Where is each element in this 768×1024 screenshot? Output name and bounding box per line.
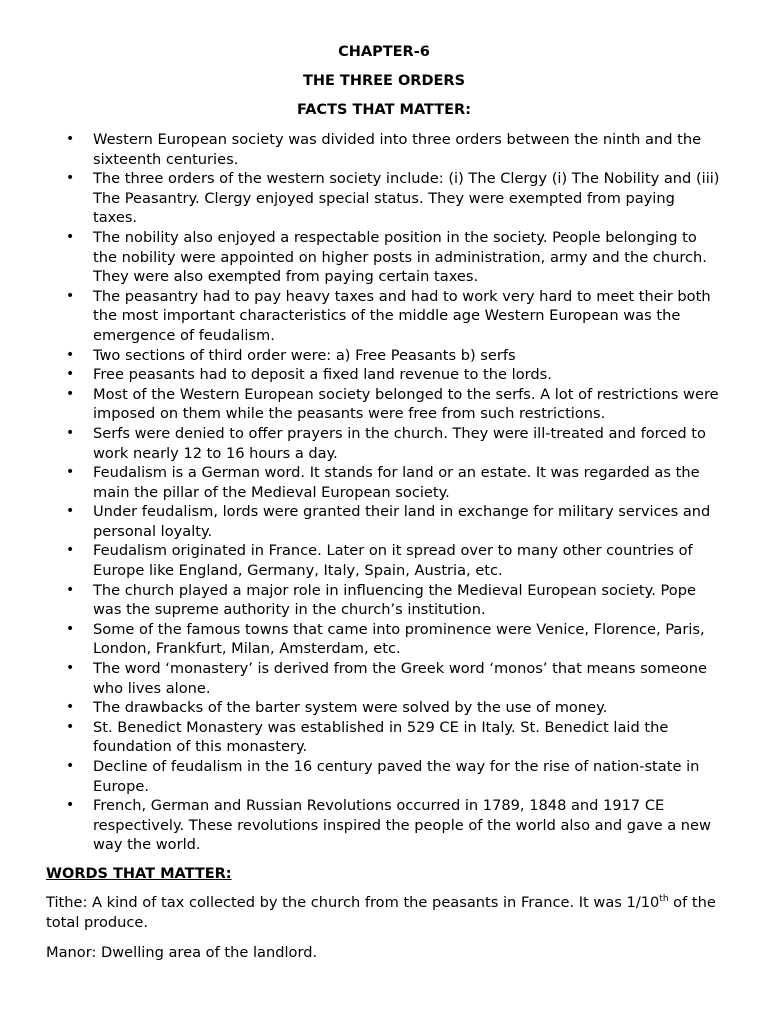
fact-text: The church played a major role in influencing the Medieval European society. Pope was the supreme authority in the church’s institution. (93, 581, 696, 619)
bullet-icon: • (66, 424, 75, 441)
bullet-icon: • (66, 346, 75, 363)
fact-item (0, 659, 768, 698)
bullet-icon: • (66, 287, 75, 304)
fact-text: Western European society was divided into three orders between the ninth and the sixteenth centuries. (93, 131, 702, 168)
fact-item (0, 228, 768, 287)
fact-item (0, 757, 768, 796)
fact-text: Two sections of third order were: a) Free Peasants b) serfs (93, 346, 516, 364)
fact-item (0, 287, 768, 346)
fact-text: French, German and Russian Revolutions occurred in 1789, 1848 and 1917 CE respectively. These revolutions inspired the people of the world also and gave a new way the world. (93, 797, 711, 854)
fact-item (0, 698, 768, 718)
chapter-number: CHAPTER-6 (338, 44, 430, 60)
bullet-icon: • (66, 385, 75, 402)
bullet-icon: • (66, 131, 75, 147)
fact-text: Free peasants had to deposit a fixed land revenue to the lords. (93, 366, 552, 384)
superscript-th: th (659, 894, 669, 904)
fact-text: Most of the Western European society belonged to the serfs. A lot of restrictions were imposed on them while the peasants were free from such restrictions. (93, 385, 719, 423)
fact-text: Under feudalism, lords were granted their land in exchange for military services and personal loyalty. (93, 503, 711, 540)
bullet-icon: • (66, 581, 75, 598)
fact-text: St. Benedict Monastery was established in 529 CE in Italy. St. Benedict laid the foundation of this monastery. (93, 718, 669, 756)
fact-text: Decline of feudalism in the 16 century paved the way for the rise of nation-state in Europe. (93, 758, 700, 795)
fact-item (0, 541, 768, 580)
fact-item (0, 620, 768, 659)
bullet-icon: • (66, 542, 75, 559)
fact-text: Some of the famous towns that came into prominence were Venice, Florence, Paris, London, Frankfurt, Milan, Amsterdam, etc. (93, 620, 705, 658)
fact-item (0, 796, 768, 855)
section-heading-words: WORDS THAT MATTER: (46, 866, 232, 882)
chapter-title: THE THREE ORDERS (302, 73, 466, 89)
definition-tithe (46, 893, 722, 932)
fact-item (0, 718, 768, 757)
bullet-icon: • (66, 464, 75, 481)
section-heading-facts: FACTS THAT MATTER: (296, 102, 472, 118)
fact-text: The peasantry had to pay heavy taxes and had to work very hard to meet their both the most important characteristics of the middle age Western European was the emergence of feudalism. (93, 287, 711, 344)
fact-text: The nobility also enjoyed a respectable position in the society. People belonging to the nobility were appointed on higher posts in administration, army and the church. They were also exempted from paying certain taxes. (93, 228, 707, 286)
fact-text: Serfs were denied to offer prayers in the church. They were ill-treated and forced to work nearly 12 to 16 hours a day. (93, 424, 706, 462)
bullet-icon: • (66, 758, 75, 774)
fact-text: The drawbacks of the barter system were solved by the use of money. (93, 699, 608, 717)
bullet-icon: • (66, 718, 75, 735)
facts-list (0, 130, 768, 855)
fact-item (0, 463, 768, 502)
fact-item (0, 502, 768, 541)
fact-text: The three orders of the western society include: (i) The Clergy (i) The Nobility and (iii) The Peasantry. Clergy enjoyed special status. They were exempted from paying taxes. (93, 170, 720, 227)
fact-text: The word ‘monastery’ is derived from the Greek word ‘monos’ that means someone who lives alone. (93, 660, 707, 697)
fact-text: Feudalism originated in France. Later on it spread over to many other countries of Europe like England, Germany, Italy, Spain, Austria, etc. (93, 542, 693, 580)
bullet-icon: • (66, 170, 75, 187)
definition-tithe-text-end: of the total produce. (46, 894, 716, 931)
fact-item (0, 130, 768, 169)
fact-item (0, 581, 768, 620)
bullet-icon: • (66, 228, 75, 245)
bullet-icon: • (66, 503, 75, 520)
fact-text: Feudalism is a German word. It stands for land or an estate. It was regarded as the main the pillar of the Medieval European society. (93, 464, 700, 501)
bullet-icon: • (66, 797, 75, 814)
bullet-icon: • (66, 660, 75, 677)
fact-item (0, 424, 768, 463)
bullet-icon: • (66, 699, 75, 716)
fact-item (0, 385, 768, 424)
definition-manor: Manor: Dwelling area of the landlord. (46, 944, 318, 961)
bullet-icon: • (66, 620, 75, 637)
fact-item (0, 169, 768, 228)
fact-item (0, 346, 768, 366)
fact-item (0, 365, 768, 385)
definition-tithe-text: Tithe: A kind of tax collected by the church from the peasants in France. It was 1/10 (46, 894, 660, 911)
bullet-icon: • (66, 366, 75, 383)
